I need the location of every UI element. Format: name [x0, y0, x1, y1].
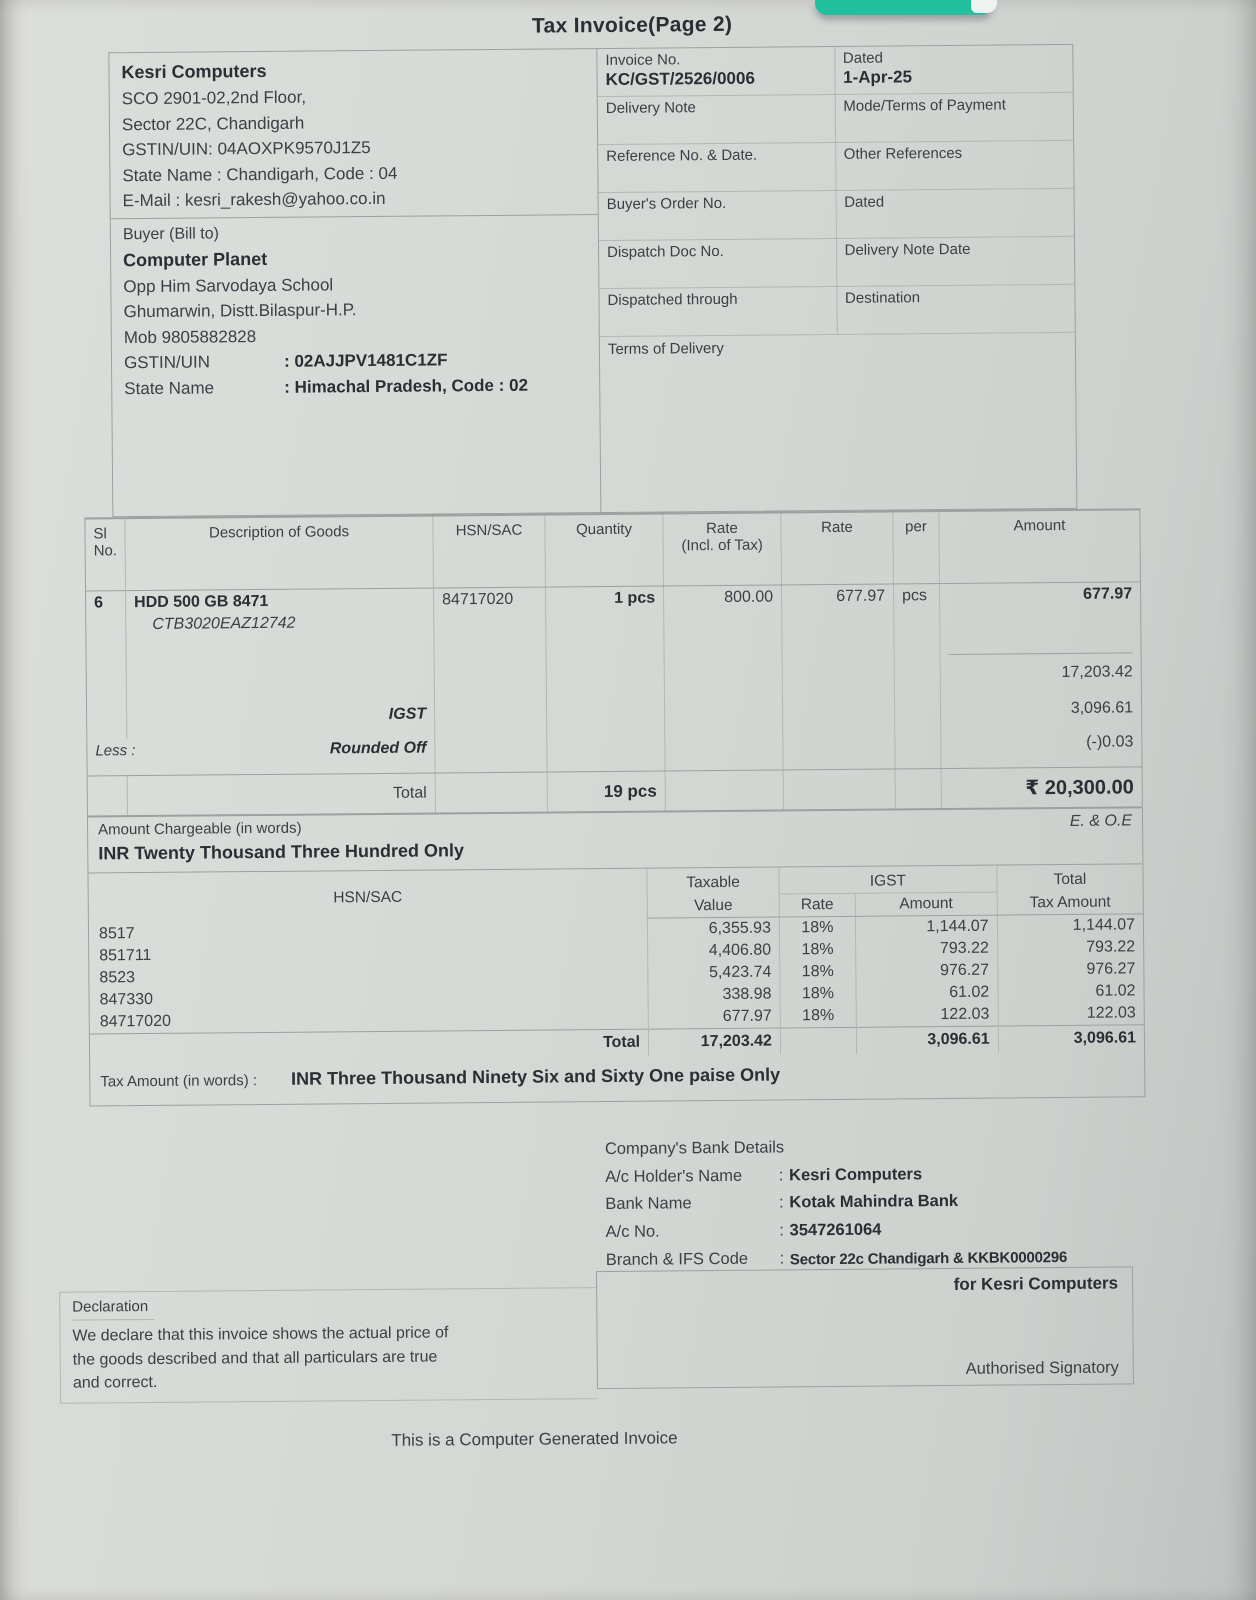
total-tax: 61.02: [998, 980, 1144, 1003]
colon-separator: :: [779, 1193, 784, 1212]
item-rate-incl: 800.00: [664, 585, 783, 656]
colon-separator: :: [779, 1221, 784, 1240]
igst-amount: 61.02: [856, 982, 998, 1005]
dispatch-doc-label: Dispatch Doc No.: [607, 242, 724, 261]
buyer-state-value: : Himachal Pradesh, Code : 02: [284, 375, 529, 397]
taxable-value: 338.98: [648, 983, 780, 1006]
item-description: [126, 588, 435, 661]
igst-amount: 122.03: [856, 1004, 998, 1028]
meta-row-dispatched-through: [599, 285, 1074, 337]
parties-column: [109, 49, 601, 516]
hsn-total-tax: 3,096.61: [998, 1025, 1144, 1053]
meta-row-reference: [598, 141, 1073, 193]
rounded-off-amount: (-)0.03: [1086, 733, 1134, 751]
item-serial: CTB3020EAZ12742: [152, 614, 296, 633]
hsn-code: 847330: [99, 990, 154, 1009]
col-description: Description of Goods: [125, 516, 434, 590]
computer-generated-note: This is a Computer Generated Invoice: [391, 1427, 678, 1450]
igst-col-header: IGST: [779, 866, 997, 894]
hsn-code: 8523: [99, 969, 136, 987]
ac-no-value: 3547261064: [789, 1220, 882, 1240]
eoe-note: E. & O.E: [1069, 812, 1133, 830]
buyer-address-line1: Opp Him Sarvodaya School: [123, 274, 334, 296]
taxable-value: 6,355.93: [647, 917, 779, 941]
declaration-line1: We declare that this invoice shows the actual price of: [72, 1324, 449, 1346]
total-tax: 793.22: [997, 936, 1143, 959]
igst-amount: 1,144.07: [855, 915, 997, 939]
buyers-order-label: Buyer's Order No.: [606, 194, 727, 213]
dated-label: Dated: [842, 49, 884, 67]
declaration-heading: Declaration: [72, 1296, 154, 1321]
igst-amount: 793.22: [855, 938, 997, 961]
delivery-note-label: Delivery Note: [605, 99, 696, 117]
seller-address-line1: SCO 2901-02,2nd Floor,: [121, 87, 307, 109]
less-label: Less :: [95, 742, 136, 760]
tax-amount-words-section: [90, 1051, 1144, 1105]
invoice-meta-grid: [597, 45, 1076, 512]
igst-amount: 3,096.61: [1070, 699, 1134, 717]
buyer-state-row: [124, 372, 587, 402]
total-quantity: 19 pcs: [548, 771, 666, 811]
dated-value: 1-Apr-25: [842, 67, 913, 87]
declaration-line2: the goods described and that all particulars are true: [72, 1348, 438, 1369]
col-amount: Amount: [1013, 516, 1066, 535]
colon-separator: :: [779, 1249, 785, 1268]
igst-rate: 18%: [780, 1005, 856, 1028]
hsn-tax-summary-table: [88, 864, 1144, 1060]
for-company-label: for Kesri Computers: [953, 1273, 1119, 1294]
payment-terms-label: Mode/Terms of Payment: [843, 96, 1006, 115]
invoice-no-value: KC/GST/2526/0006: [605, 68, 755, 89]
reference-label: Reference No. & Date.: [606, 146, 758, 165]
total-tax: 976.27: [997, 958, 1143, 981]
bank-heading: Company's Bank Details: [604, 1138, 785, 1159]
tax-amount-in-words: INR Three Thousand Ninety Six and Sixty One paise Only: [290, 1064, 781, 1089]
bank-details-block: [605, 1131, 1147, 1274]
hsn-col-header: HSN/SAC: [333, 888, 403, 907]
item-rate: 677.97: [782, 584, 895, 655]
bank-name-value: Kotak Mahindra Bank: [789, 1192, 959, 1212]
hsn-total-label: Total: [90, 1029, 649, 1060]
seller-email: E-Mail : kesri_rakesh@yahoo.co.in: [122, 188, 386, 211]
buyer-block: [123, 219, 588, 402]
tax-words-label: Tax Amount (in words) :: [100, 1072, 258, 1091]
section-divider: [111, 214, 598, 219]
col-quantity: Quantity: [545, 514, 664, 586]
item-sl: 6: [86, 591, 127, 661]
invoice-no-label: Invoice No.: [605, 51, 681, 69]
items-total-label: Total: [128, 773, 436, 815]
amount-chargeable-section: [88, 808, 1142, 873]
hsn-code: 851711: [99, 946, 152, 965]
seller-block: [121, 55, 585, 214]
igst-label: IGST: [127, 702, 435, 739]
destination-label: Destination: [844, 289, 921, 307]
hsn-code: 84717020: [99, 1012, 172, 1031]
item-name: HDD 500 GB 8471: [134, 592, 269, 612]
igst-amount: 976.27: [856, 960, 998, 983]
authorised-signatory-label: Authorised Signatory: [965, 1358, 1119, 1378]
seller-name: Kesri Computers: [121, 60, 267, 83]
buyer-name: Computer Planet: [123, 248, 268, 270]
branch-ifs-value: Sector 22c Chandigarh & KKBK0000296: [789, 1248, 1068, 1269]
bottom-section: [59, 1266, 1148, 1403]
signature-box: [596, 1266, 1134, 1389]
item-hsn: 84717020: [434, 588, 547, 659]
branch-ifs-label: Branch & IFS Code: [605, 1249, 749, 1269]
seller-state: State Name : Chandigarh, Code : 04: [122, 163, 398, 185]
total-tax: 122.03: [998, 1002, 1144, 1026]
amount-chargeable-label: Amount Chargeable (in words): [98, 819, 302, 839]
meta-row-buyers-order: [599, 189, 1074, 241]
item-per: pcs: [894, 584, 941, 654]
declaration-box: [59, 1287, 597, 1404]
igst-rate: 18%: [780, 961, 856, 984]
invoice-header-box: [108, 44, 1077, 517]
buyer-address-line2: Ghumarwin, Distt.Bilaspur-H.P.: [123, 300, 357, 322]
colon-separator: :: [778, 1166, 784, 1185]
item-row: [86, 582, 1141, 661]
igst-rate: 18%: [780, 983, 856, 1006]
taxable-value: 4,406.80: [648, 939, 780, 962]
seller-address-line2: Sector 22C, Chandigarh: [121, 113, 305, 134]
buyer-gstin-value: : 02AJJPV1481C1ZF: [283, 350, 448, 371]
col-hsn: HSN/SAC: [433, 516, 546, 588]
items-table-header: [85, 510, 1140, 591]
igst-rate: 18%: [780, 939, 856, 962]
terms-of-delivery-label: Terms of Delivery: [607, 339, 724, 358]
total-tax: 1,144.07: [997, 914, 1143, 938]
item-amount: 677.97: [1083, 585, 1133, 603]
hsn-total-taxable: 17,203.42: [648, 1028, 780, 1056]
item-qty: 1 pcs: [546, 586, 665, 657]
meta-row-delivery-note: [598, 93, 1073, 145]
meta-row-dispatch-doc: [599, 237, 1074, 289]
invoice-title: Tax Invoice(Page 2): [531, 12, 733, 38]
taxable-col-header-l1: Taxable: [647, 867, 779, 895]
invoice-body-box: [84, 508, 1145, 1106]
ac-no-label: A/c No.: [605, 1222, 660, 1242]
ac-holder-value: Kesri Computers: [789, 1164, 923, 1185]
col-per: per: [893, 512, 940, 583]
dispatched-through-label: Dispatched through: [607, 290, 738, 309]
col-rate: Rate: [781, 512, 894, 584]
declaration-line3: and correct.: [72, 1373, 158, 1392]
rounded-off-label: Rounded Off: [329, 739, 427, 758]
igst-rate: 18%: [779, 916, 855, 939]
bank-name-label: Bank Name: [605, 1194, 692, 1214]
amount-in-words: INR Twenty Thousand Three Hundred Only: [98, 840, 465, 864]
other-references-label: Other References: [843, 144, 963, 163]
col-rate-incl: Rate (Incl. of Tax): [663, 513, 782, 585]
igst-rate-header: Rate: [779, 893, 855, 917]
taxable-col-header-l2: Value: [647, 894, 779, 918]
hsn-code: 8517: [98, 924, 135, 943]
taxable-subtotal: 17,203.42: [949, 652, 1133, 683]
order-dated-label: Dated: [844, 193, 885, 211]
grand-total-amount: ₹ 20,300.00: [1025, 776, 1134, 800]
buyer-gstin-label: GSTIN/UIN: [123, 352, 211, 373]
seller-gstin: GSTIN/UIN: 04AOXPK9570J1Z5: [122, 138, 371, 160]
invoice-document: [68, 9, 1148, 1453]
taxable-value: 677.97: [648, 1005, 780, 1029]
buyer-state-label: State Name: [124, 377, 215, 398]
buyer-heading: Buyer (Bill to): [122, 224, 220, 243]
col-sl-no: Sl No.: [85, 519, 126, 590]
total-col-header-l2: Tax Amount: [997, 891, 1143, 915]
taxable-value: 5,423.74: [648, 961, 780, 984]
hsn-total-igst: 3,096.61: [856, 1026, 998, 1054]
total-col-header-l1: Total: [997, 864, 1143, 892]
meta-row-invoice-no: [597, 45, 1072, 97]
ac-holder-label: A/c Holder's Name: [605, 1166, 743, 1186]
buyer-mobile: Mob 9805882828: [123, 326, 257, 347]
igst-amount-header: Amount: [855, 892, 997, 916]
delivery-note-date-label: Delivery Note Date: [844, 240, 971, 259]
